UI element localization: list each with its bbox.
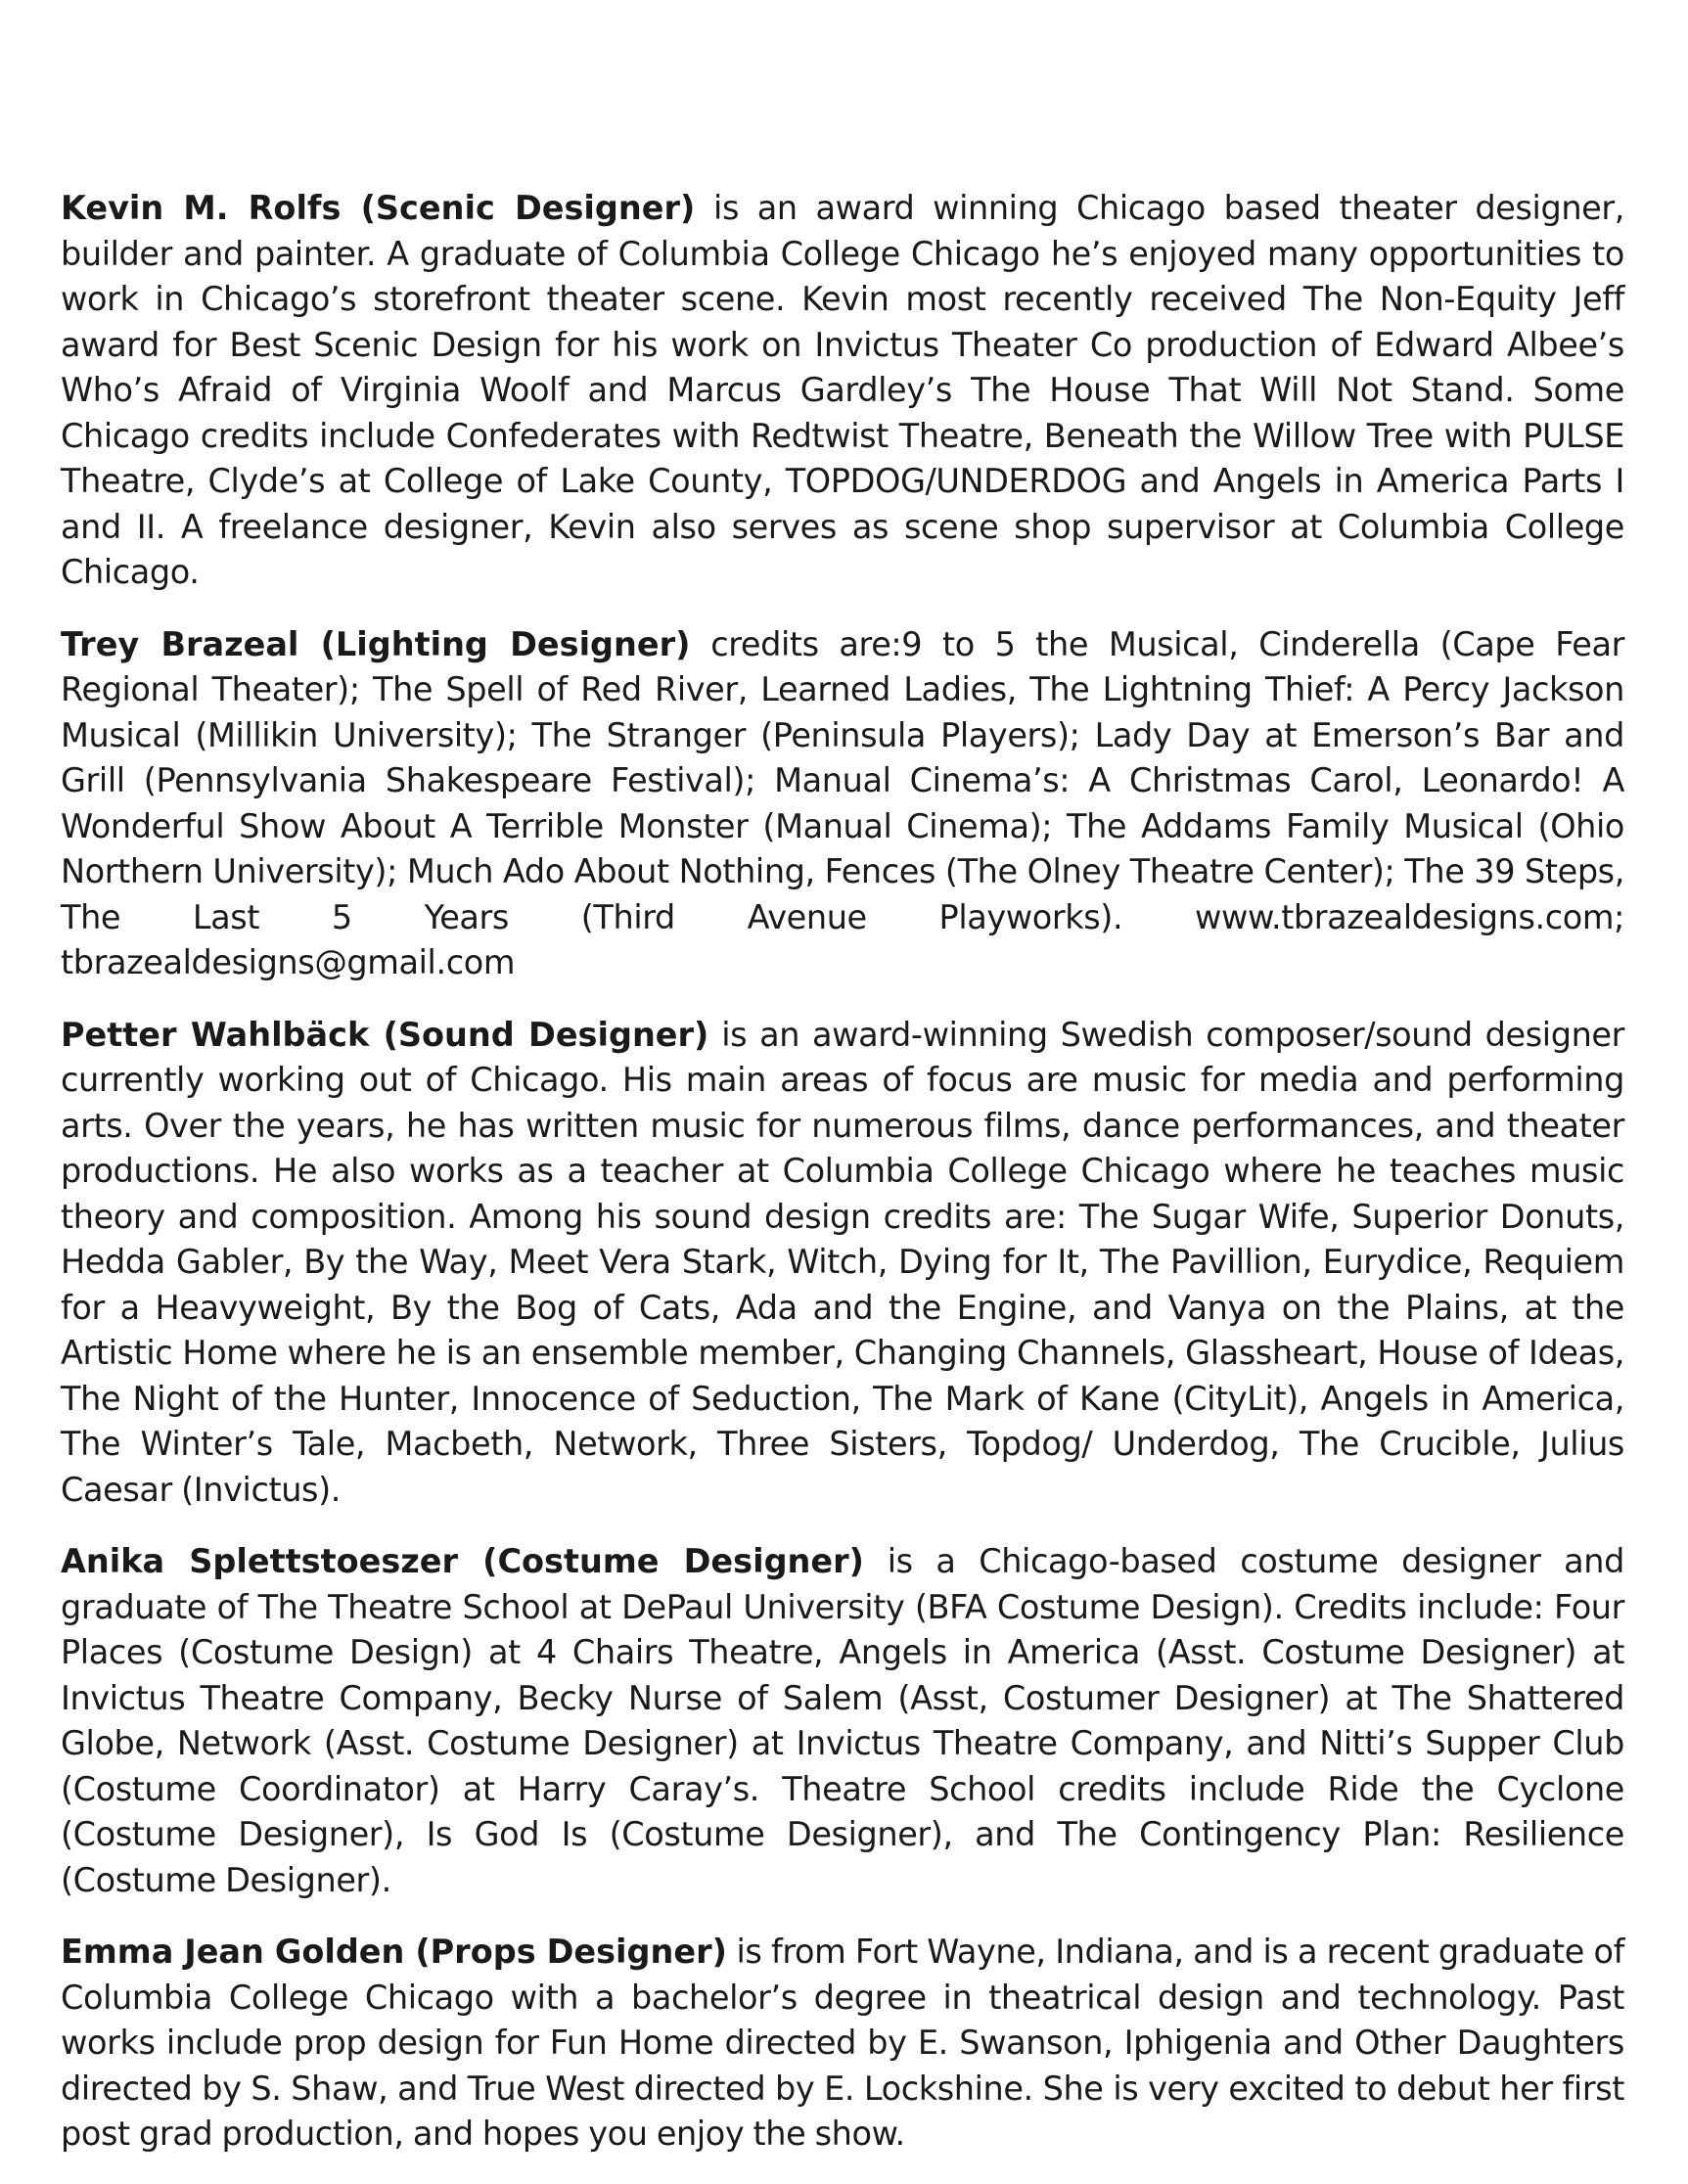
bio-paragraph-costume-designer	[61, 1539, 1624, 1903]
bio-page	[61, 186, 1624, 2184]
bio-text-costume-designer: is a Chicago-based costume designer and graduate of The Theatre School at DePaul University (BFA Costume Design). Credits include: Four Places (Costume Design) at 4 Chairs Theatre, Angels in America (Asst. Costume Designer) at Invictus Theatre Company, Becky Nurse of Salem (Asst, Costumer Designer) at The Shattered Globe, Network (Asst. Costume Designer) at Invictus Theatre Company, and Nitti’s Supper Club (Costume Coordinator) at Harry Caray’s. Theatre School credits include Ride the Cyclone (Costume Designer), Is God Is (Costume Designer), and The Contingency Plan: Resilience (Costume Designer).	[61, 1542, 1625, 1899]
bio-paragraph-lighting-designer	[61, 622, 1624, 986]
bio-name-props-designer: Emma Jean Golden (Props Designer)	[61, 1933, 727, 1971]
bio-name-lighting-designer: Trey Brazeal (Lighting Designer)	[61, 624, 691, 663]
bio-name-sound-designer: Petter Wahlbäck (Sound Designer)	[61, 1015, 709, 1054]
bio-text-sound-designer: is an award-winning Swedish composer/sound designer currently working out of Chicago. His main areas of focus are music for media and performing arts. Over the years, he has written music for numerous films, dance performances, and theater productions. He also works as a teacher at Columbia College Chicago where he teaches music theory and composition. Among his sound design credits are: The Sugar Wife, Superior Donuts, Hedda Gabler, By the Way, Meet Vera Stark, Witch, Dying for It, The Pavillion, Eurydice, Requiem for a Heavyweight, By the Bog of Cats, Ada and the Engine, and Vanya on the Plains, at the Artistic Home where he is an ensemble member, Changing Channels, Glassheart, House of Ideas, The Night of the Hunter, Innocence of Seduction, The Mark of Kane (CityLit), Angels in America, The Winter’s Tale, Macbeth, Network, Three Sisters, Topdog/ Underdog, The Crucible, Julius Caesar (Invictus).	[61, 1015, 1624, 1509]
bio-text-lighting-designer: credits are:9 to 5 the Musical, Cinderella (Cape Fear Regional Theater); The Spell of Red River, Learned Ladies, The Lightning Thief: A Percy Jackson Musical (Millikin University); The Stranger (Peninsula Players); Lady Day at Emerson’s Bar and Grill (Pennsylvania Shakespeare Festival); Manual Cinema’s: A Christmas Carol, Leonardo! A Wonderful Show About A Terrible Monster (Manual Cinema); The Addams Family Musical (Ohio Northern University); Much Ado About Nothing, Fences (The Olney Theatre Center); The 39 Steps, The Last 5 Years (Third Avenue Playworks). www.tbrazealdesigns.com; tbrazealdesigns@gmail.com	[61, 624, 1624, 981]
bio-text-scenic-designer: is an award winning Chicago based theater designer, builder and painter. A graduate of Columbia College Chicago he’s enjoyed many opportunities to work in Chicago’s storefront theater scene. Kevin most recently received The Non-Equity Jeff award for Best Scenic Design for his work on Invictus Theater Co production of Edward Albee’s Who’s Afraid of Virginia Woolf and Marcus Gardley’s The House That Will Not Stand. Some Chicago credits include Confederates with Redtwist Theatre, Beneath the Willow Tree with PULSE Theatre, Clyde’s at College of Lake County, TOPDOG/UNDERDOG and Angels in America Parts I and II. A freelance designer, Kevin also serves as scene shop supervisor at Columbia College Chicago.	[61, 189, 1624, 591]
bio-paragraph-props-designer	[61, 1930, 1624, 2158]
bio-text-props-designer: is from Fort Wayne, Indiana, and is a recent graduate of Columbia College Chicago with a bachelor’s degree in theatrical design and technology. Past works include prop design for Fun Home directed by E. Swanson, Iphigenia and Other Daughters directed by S. Shaw, and True West directed by E. Lockshine. She is very excited to debut her first post grad production, and hopes you enjoy the show.	[61, 1933, 1624, 2153]
bio-name-scenic-designer: Kevin M. Rolfs (Scenic Designer)	[61, 189, 696, 227]
bio-paragraph-scenic-designer	[61, 186, 1624, 596]
bio-name-costume-designer: Anika Splettstoeszer (Costume Designer)	[61, 1542, 864, 1580]
bio-paragraph-sound-designer	[61, 1013, 1624, 1514]
